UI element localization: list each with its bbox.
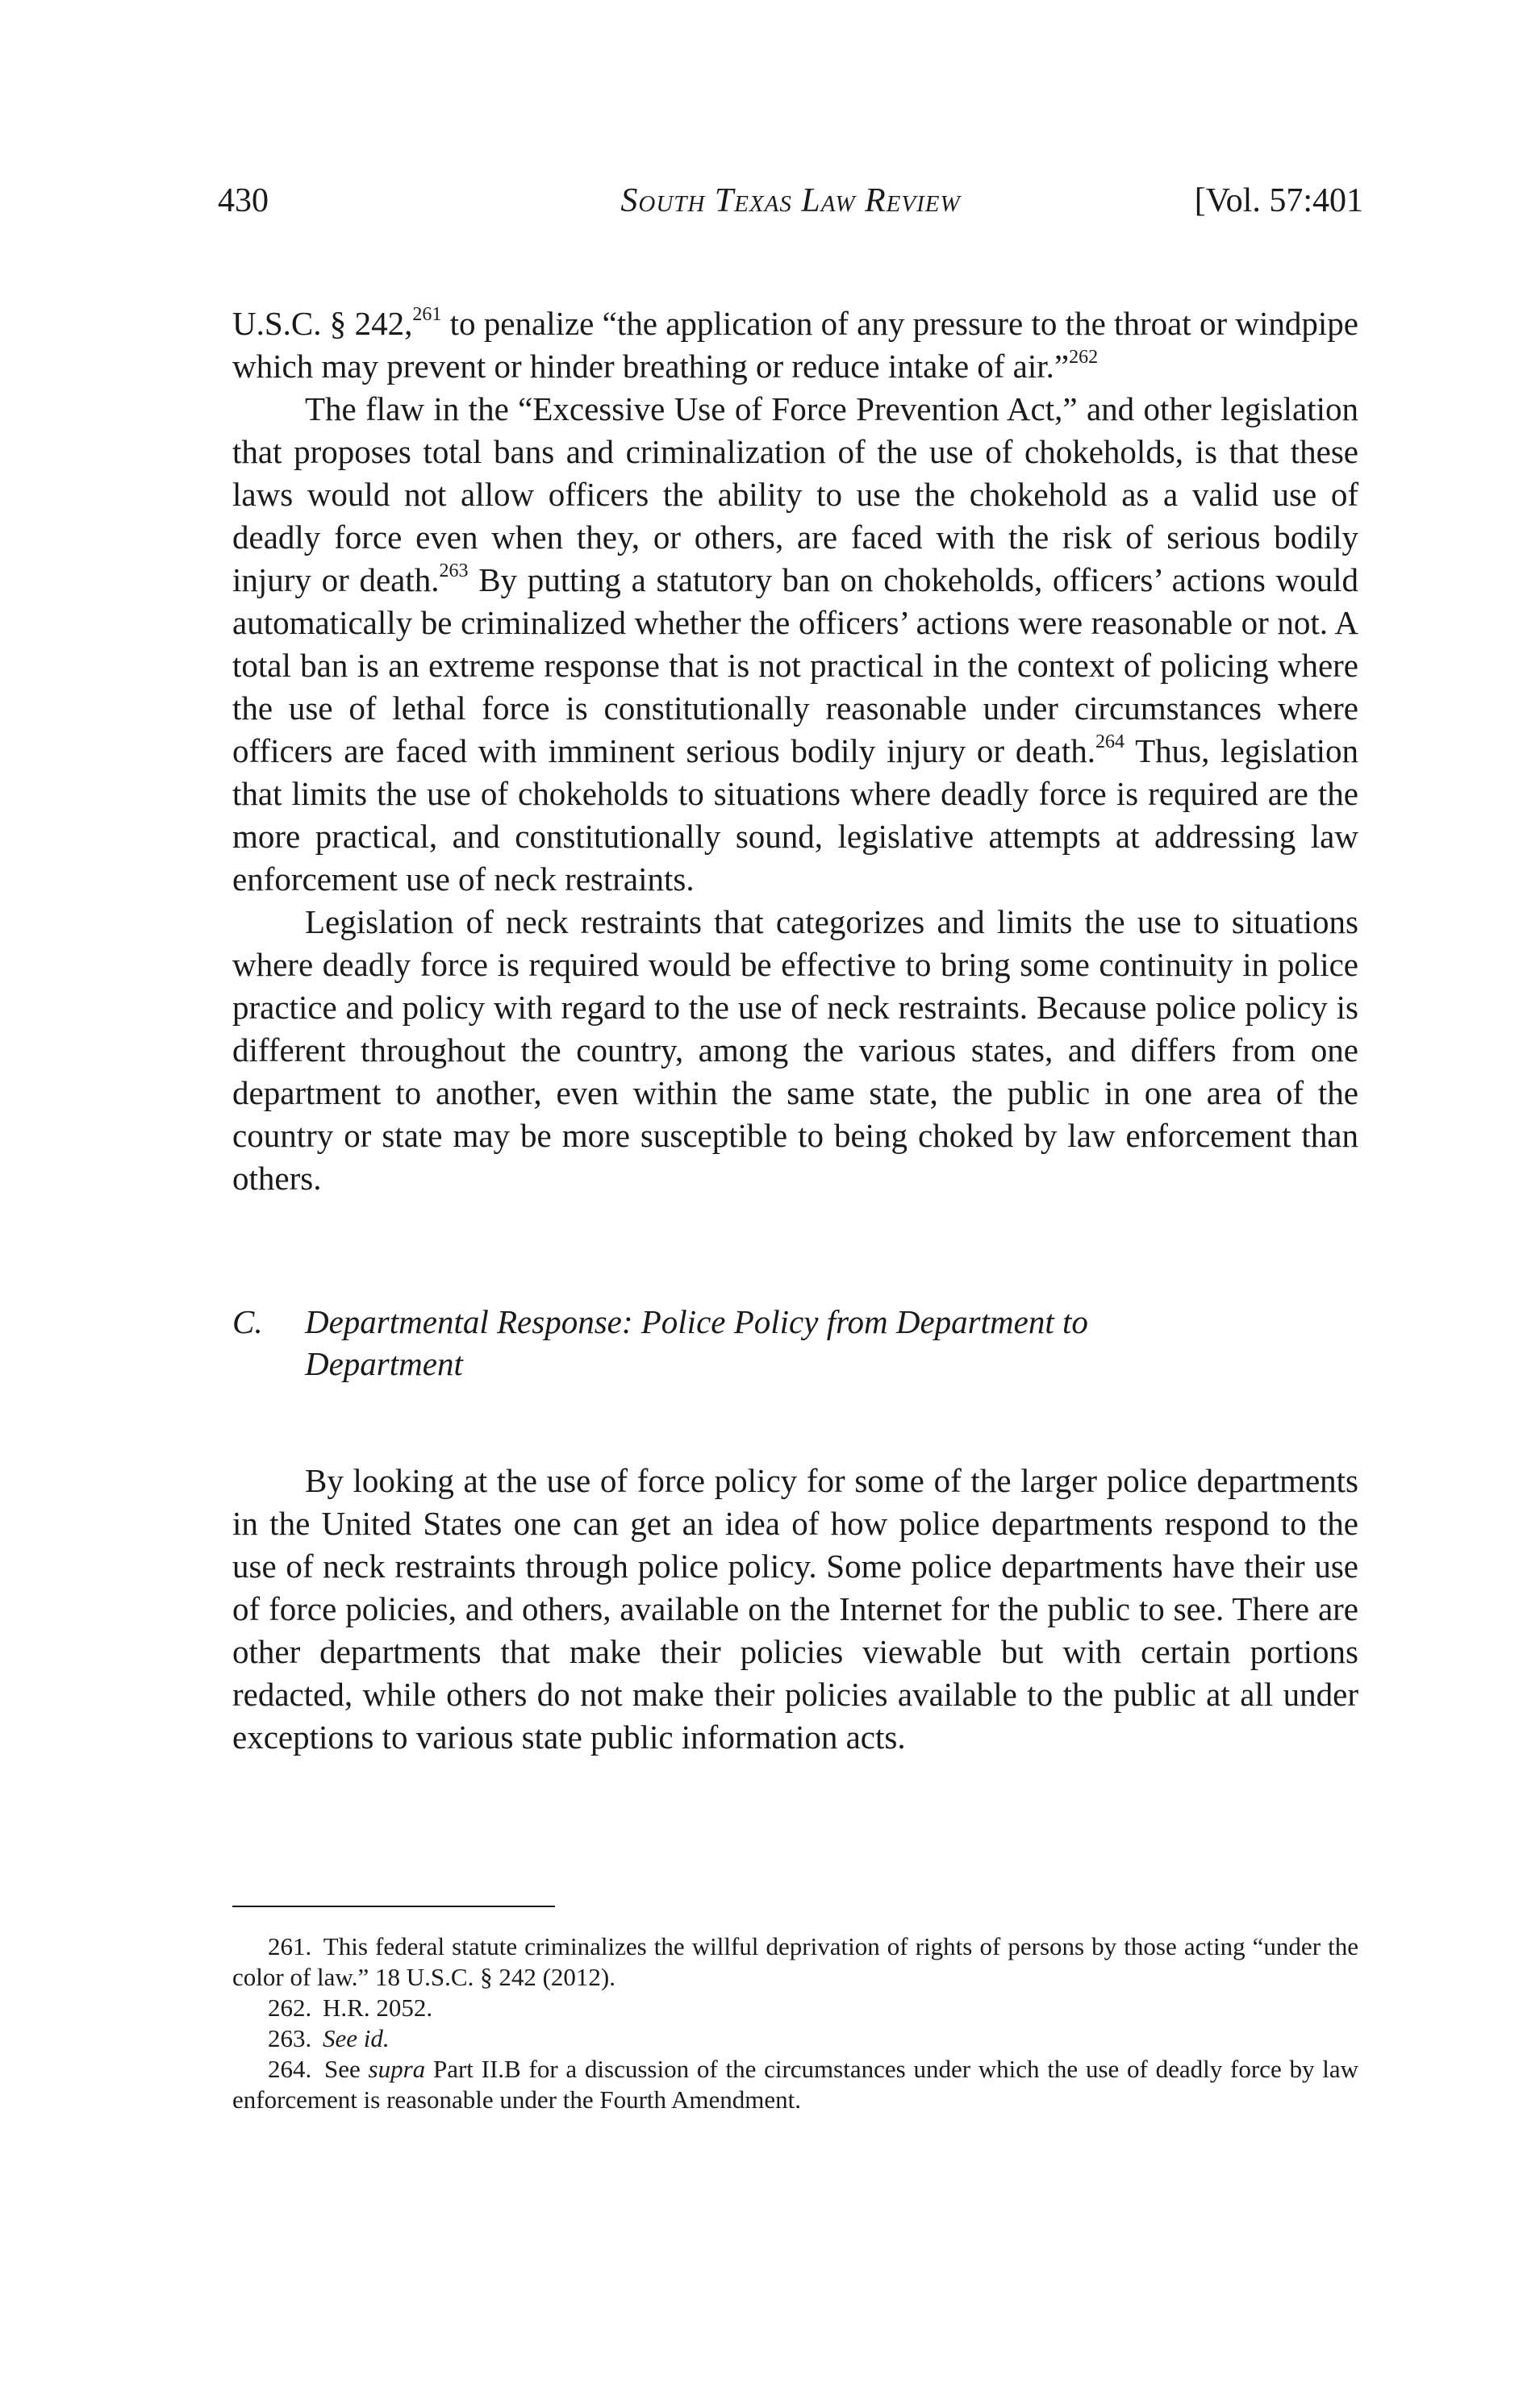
footnote-ref-263: 263 (439, 560, 469, 581)
footnote-text: This federal statute criminalizes the willful deprivation of rights of persons by those acting “under the color of law.” 18 U.S.C. § 242 (2012). (232, 1932, 1358, 1991)
footnote-261 (232, 1931, 1358, 1993)
section-heading (232, 1301, 1358, 1385)
footnote-number: 264. (268, 2055, 312, 2083)
body-text-lower (232, 1460, 1358, 1759)
paragraph-flaw (232, 388, 1358, 901)
footnote-ref-261: 261 (412, 304, 442, 325)
journal-title: South Texas Law Review (620, 182, 961, 219)
footnote-text: See (324, 2055, 369, 2083)
footnote-262 (232, 1993, 1358, 2023)
footnote-number: 261. (268, 1932, 312, 1960)
paragraph-continued (232, 302, 1358, 388)
footnote-text-italic: supra (368, 2055, 426, 2083)
footnote-text: Part II.B for a discussion of the circumstances under which the use of deadly force by law enforcement is reasonable under the Fourth Amendment. (232, 2055, 1358, 2114)
running-header (218, 181, 1363, 230)
page-number: 430 (218, 182, 269, 219)
text-run: The flaw in the “Excessive Use of Force Prevention Act,” and other legislation that proposes total bans and criminalization of the use of chokeholds, is that these laws would not allow officers the ability to use the chokehold as a valid use of deadly force even when they, or others, are faced with the risk of serious bodily injury or death. (232, 390, 1358, 598)
text-run: to penalize “the application of any pressure to the throat or windpipe which may prevent or hinder breathing or reduce intake of air.” (232, 305, 1359, 385)
footnote-263 (232, 2023, 1358, 2054)
paragraph-legislation: Legislation of neck restraints that categorizes and limits the use to situations where deadly force is required would be effective to bring some continuity in police practice and policy with regard to the use of neck restraints. Because police policy is different throughout the country, among the various states, and differs from one department to another, even within the same state, the public in one area of the country or state may be more susceptible to being choked by law enforcement than others. (232, 903, 1358, 1197)
footnote-264 (232, 2054, 1358, 2115)
section-title: Departmental Response: Police Policy from Department to Department (305, 1303, 1088, 1382)
footnote-number: 262. (268, 1993, 312, 2022)
footnotes (232, 1931, 1358, 2115)
section-letter: C. (232, 1303, 263, 1340)
footnote-ref-262: 262 (1069, 347, 1099, 368)
footnote-text: See id. (323, 2024, 390, 2052)
text-run: By putting a statutory ban on chokeholds, officers’ actions would automatically be criminalized whether the officers’ actions were reasonable or not. A total ban is an extreme response that is not practical in the context of policing where the use of lethal force is constitutionally reasonable under circumstances where officers are faced with imminent serious bodily injury or death. (232, 561, 1358, 769)
paragraph-policy: By looking at the use of force policy for some of the larger police departments in the United States one can get an idea of how police departments respond to the use of neck restraints through police policy. Some police departments have their use of force policies, and others, available on the Internet for the public to see. There are other departments that make their policies viewable but with certain portions redacted, while others do not make their policies available to the public at all under exceptions to various state public information acts. (232, 1462, 1358, 1756)
footnote-text: H.R. 2052. (323, 1993, 433, 2022)
body-text-upper (232, 302, 1358, 1200)
text-run: U.S.C. § 242, (232, 305, 413, 342)
volume-citation: [Vol. 57:401 (1194, 182, 1363, 219)
text-run: Thus, legislation that limits the use of chokeholds to situations where deadly force is required are the more practical, and constitutionally sound, legislative attempts at addressing law enforcement use of neck restraints. (232, 732, 1358, 898)
footnote-divider (232, 1906, 555, 1907)
footnote-ref-264: 264 (1095, 731, 1125, 752)
footnote-number: 263. (268, 2024, 312, 2052)
